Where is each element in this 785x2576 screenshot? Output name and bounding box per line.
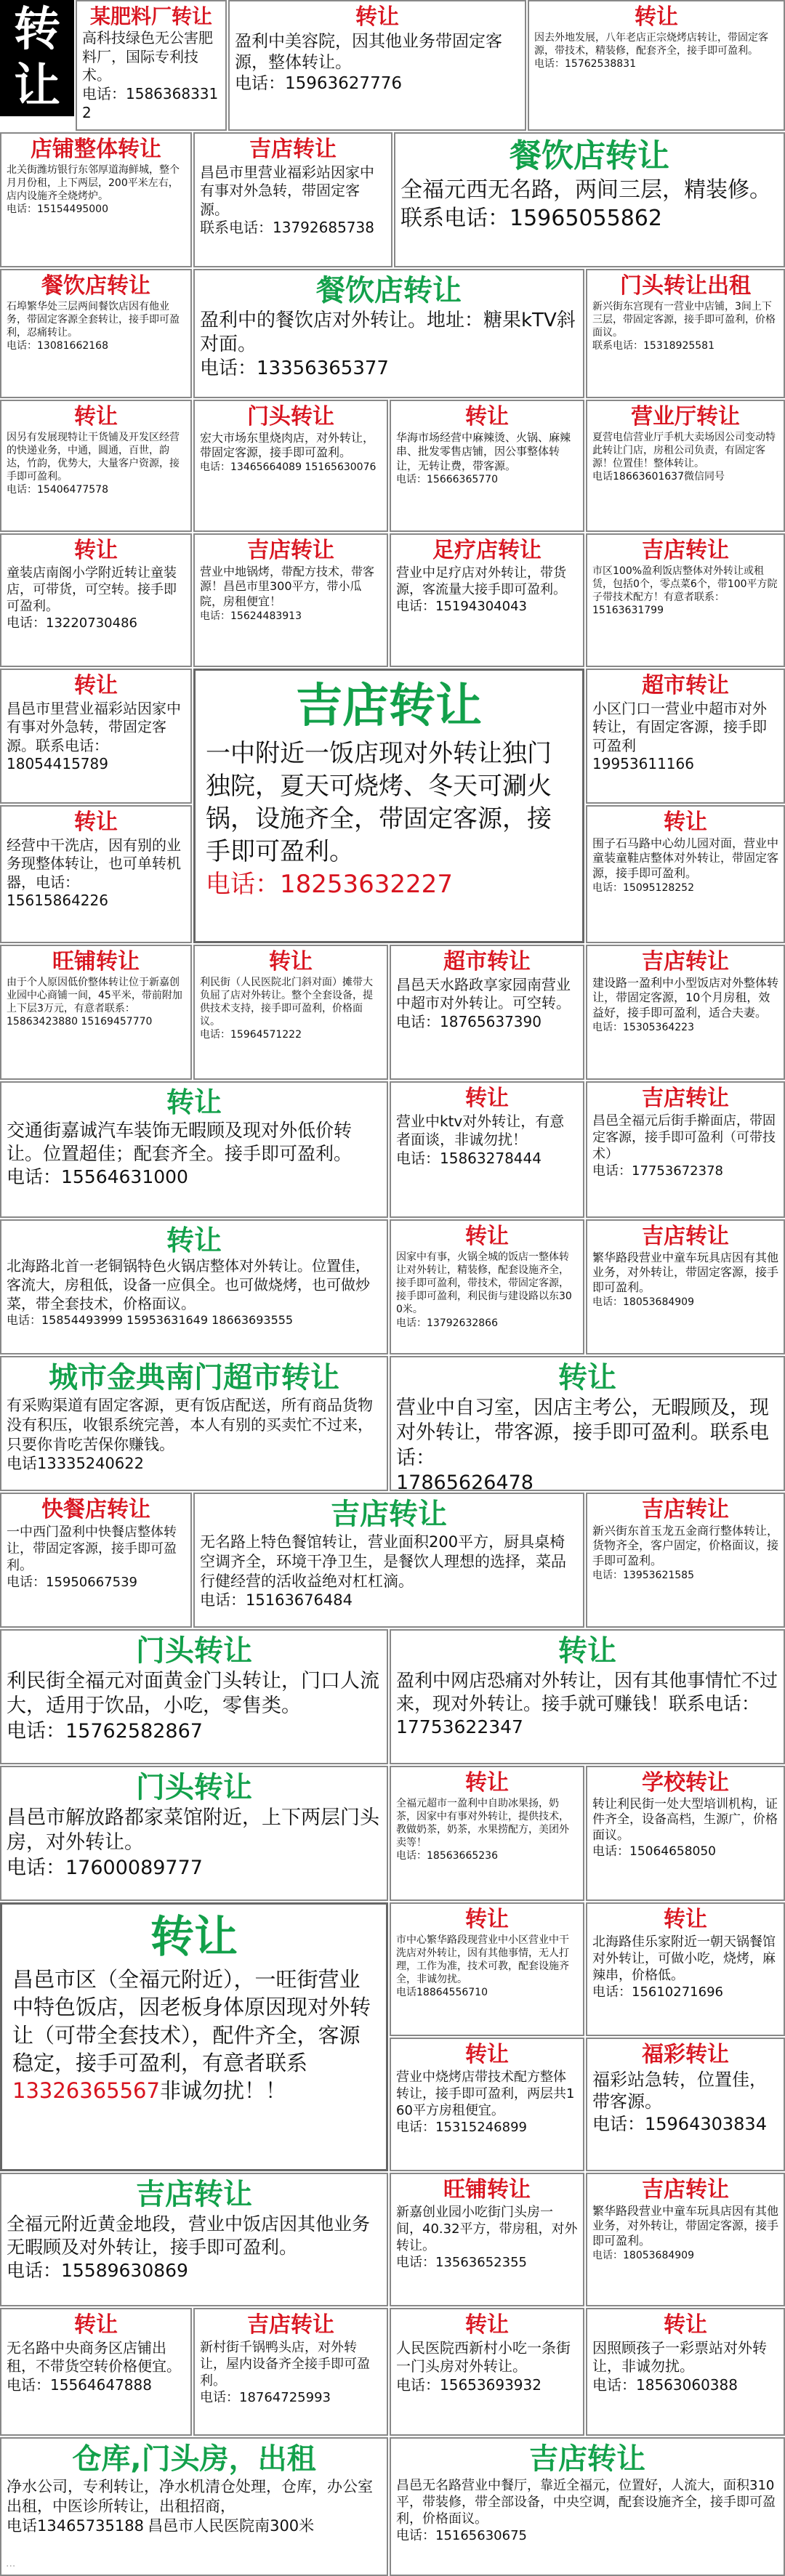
- listing: [586, 2173, 785, 2306]
- ad-body: 北海路佳乐家附近一朝天锅餐馆对外转让，可做小吃，烧烤，麻辣串，价格低。: [592, 1934, 776, 1983]
- listing: [193, 400, 388, 532]
- ad-title: 转让: [558, 1361, 616, 1394]
- ad-phone: 17753622347: [396, 1716, 523, 1737]
- ad-title: 转让: [269, 949, 313, 974]
- listing: [528, 0, 785, 131]
- listing-featured: [193, 669, 584, 943]
- ad-phone: 电话：13563652355: [396, 2254, 527, 2270]
- ad-phone: 17865626478: [396, 1471, 534, 1491]
- ad-title: 吉店转让: [642, 1497, 729, 1522]
- ad-phone: 联系电话：13792685738: [200, 219, 374, 237]
- listing: [586, 269, 785, 398]
- ad-body: 新嘉创业园小吃街门头房一间，40.32平方，带房租，对外转让。: [396, 2204, 578, 2253]
- ad-phone: 电话：13465664089 15165630076: [200, 461, 377, 474]
- ad-tail: 昌邑市人民医院南300米: [148, 2516, 315, 2535]
- ad-phone: 电话：15624483913: [200, 610, 302, 622]
- ad-body: 福彩站急转，位置佳，带客源。: [592, 2069, 767, 2112]
- ad-title: 转让: [166, 1224, 222, 1256]
- listing: [0, 805, 192, 943]
- listing: [586, 805, 785, 943]
- ad-title: 旺铺转让: [443, 2177, 531, 2202]
- ad-body: 营业中地锅烤，带配方技术，带客源！昌邑市里300平方，带小瓜院，房租便宜！: [200, 564, 375, 609]
- ad-phone: 电话：15165630675: [396, 2527, 527, 2543]
- ad-body: 有采购渠道有固定客源，更有饭店配送，所有商品货物没有积压，收银系统完善，本人有别的买卖忙不过来，只要你肯吃苦保你赚钱。: [7, 1396, 373, 1453]
- ad-body: 无名路中央商务区店铺出租，不带货空转价格便宜。: [7, 2338, 181, 2375]
- ad-title: 吉店转让: [529, 2442, 645, 2476]
- ad-body: 全福元西无名路，两间三层，精装修。: [400, 177, 771, 203]
- listing: [0, 400, 192, 532]
- ad-title: 转让: [664, 1907, 707, 1932]
- ad-body: 北海路北首一老铜锅特色火锅店整体对外转让。位置佳，客流大，房租低，设备一应俱全。也可做烧烤，也可做炒菜，带全套技术，价格面议。: [7, 1257, 370, 1312]
- ad-body: 华海市场经营中麻辣烫、火锅、麻辣串、批发零售店铺，因公事整体转让，无转让费，带客源。: [396, 430, 571, 472]
- ad-body: 因家中有事，火锅全城的饭店一整体转让对外转让，精装修，配套设施齐全，接手即可盈利，带技术，带固定客源，接手即可盈利，利民街与建设路以东300米。: [396, 1251, 572, 1316]
- listing: [0, 669, 192, 804]
- ad-body: 昌邑市区（全福元附近），一旺街营业中特色饭店，因老板身体原因现对外转让（可带全套技术），配件齐全，客源稳定，接手可盈利，有意者联系: [12, 1967, 371, 2075]
- ad-body: 建设路一盈利中小型饭店对外整体转让，带固定客源，10个月房租，效益好，接手即可盈利，适合夫妻。: [592, 975, 779, 1020]
- ad-body: 一中附近一饭店现对外转让独门独院，夏天可烧烤、冬天可涮火锅，设施齐全，带固定客源，接手即可盈利。: [206, 739, 552, 867]
- ad-title: 转让: [166, 1086, 222, 1118]
- ad-phone: 电话：15095128252: [592, 881, 694, 894]
- ad-title: 吉店转让: [642, 2177, 729, 2202]
- ad-phone: 电话：15863278444: [396, 1149, 542, 1167]
- listing: [586, 945, 785, 1080]
- listing: [0, 1356, 388, 1491]
- ad-phone: 电话：17753672378: [592, 1163, 723, 1179]
- ad-body: 净水公司，专利转让，净水机清仓处理，仓库，办公室出租，中医诊所转让，出租招商，: [7, 2477, 373, 2515]
- ad-title: 仓库,门头房，出租: [72, 2442, 316, 2476]
- ad-phone: 电话18864556710: [396, 1987, 488, 1999]
- ad-phone: 15863423880 15169457770: [7, 1016, 153, 1028]
- ad-title: 吉店转让: [642, 1086, 729, 1111]
- ad-body: 利民街（人民医院北门斜对面）摊带大负屈了店对外转让。整个全套设备，提供技术支持，接手即可盈利，价格面议。: [200, 976, 373, 1028]
- listing: [586, 669, 785, 804]
- listing: [193, 269, 584, 398]
- ad-phone: 电话：18764725993: [200, 2389, 331, 2405]
- ad-title: 转让: [74, 538, 118, 563]
- ad-title: 吉店转让: [247, 538, 334, 563]
- ad-title: 转让: [558, 1634, 616, 1668]
- ad-body: 盈利中的餐饮店对外转让。地址：糖果kTV斜对面。: [200, 309, 576, 356]
- ad-phone: 电话：15154495000: [7, 203, 108, 216]
- ad-title: 餐饮店转让: [510, 137, 669, 174]
- listing: [193, 1493, 584, 1628]
- ad-title: 转让: [465, 1224, 509, 1249]
- ad-phone: 电话：15163676484: [200, 1591, 353, 1610]
- ad-title: 超市转让: [443, 949, 531, 974]
- ad-title: 超市转让: [642, 673, 729, 698]
- listing: [586, 2038, 785, 2171]
- ad-phone: 联系电话：15965055862: [400, 206, 662, 232]
- ad-title: 吉店转让: [331, 1498, 447, 1531]
- ad-title: 转让: [465, 1086, 509, 1111]
- listing: [390, 945, 584, 1080]
- listing: [586, 533, 785, 667]
- ad-phone: 电话：18253632227: [206, 869, 453, 899]
- ad-title: 快餐店转让: [41, 1497, 150, 1522]
- ad-title: 学校转让: [642, 1770, 729, 1796]
- ad-body: 夏营电信营业厅手机大卖场因公司变动特此转让门店，房租公司负责，有固定客源！位置佳！整体转让。: [592, 431, 776, 469]
- ad-body: 童装店南阁小学附近转让童装店，可带货，可空转。接手即可盈利。: [7, 565, 177, 614]
- listing: [390, 533, 584, 667]
- ad-phone: 电话：13081662168: [7, 340, 108, 352]
- listing: [0, 132, 192, 267]
- ad-body: 人民医院西新村小吃一条街一门头房对外转让。: [396, 2338, 571, 2375]
- ad-phone: 电话：15854493999 15953631649 18663693555: [7, 1313, 294, 1328]
- ad-title: 店铺整体转让: [31, 137, 161, 162]
- ad-phone: 18054415789: [7, 755, 108, 773]
- ad-title: 城市金典南门超市转让: [49, 1361, 339, 1394]
- ad-title: 门头转让: [247, 404, 334, 429]
- ad-phone: 电话：13356365377: [200, 358, 389, 380]
- ad-title: 旺铺转让: [52, 949, 140, 974]
- listing: [193, 2308, 388, 2436]
- listing: [390, 2038, 584, 2171]
- listing: [193, 533, 388, 667]
- ad-phone: 19953611166: [592, 755, 694, 773]
- ad-phone: 电话：15964571222: [200, 1029, 302, 1041]
- ad-body: 围子石马路中心幼儿园对面，营业中童装童鞋店整体对外转让，带固定客源，接手即可盈利。: [592, 836, 779, 881]
- listing: [390, 1081, 584, 1218]
- ad-title: 餐饮店转让: [41, 273, 150, 299]
- ad-phone: 15615864226: [7, 892, 108, 910]
- ad-body: 无名路上特色餐馆转让，营业面积200平方，厨具桌椅空调齐全，环境干净卫生，是餐饮人理想的选择，菜品行健经营的活收益绝对杠杠滴。: [200, 1533, 566, 1590]
- ad-title: 吉店转让: [296, 679, 482, 733]
- listing: [586, 2308, 785, 2436]
- listing: [0, 1629, 388, 1764]
- ad-body: 昌邑全福元后街手擀面店，带固定客源，接手即可盈利（可带技术）: [592, 1113, 776, 1162]
- ad-title: 转让: [635, 4, 678, 30]
- ad-body: 昌邑市里营业福彩站因家中有事对外急转，带固定客源。联系电话：: [7, 699, 181, 754]
- listing: [0, 2437, 388, 2576]
- listing: [0, 2308, 192, 2436]
- ad-body: 新兴街东宫现有一营业中店铺，3间上下三层，带固定客源，接手即可盈利，价格面议。: [592, 300, 776, 339]
- ad-phone: 电话：13953621585: [592, 1569, 694, 1581]
- listing: [390, 2173, 584, 2306]
- ad-body: 高科技绿色无公害肥料厂，国际专利技术。: [82, 29, 213, 84]
- listing: [0, 1219, 388, 1354]
- ad-title: 吉店转让: [642, 1224, 729, 1249]
- ad-tail: 非诚勿扰！！: [159, 2078, 286, 2104]
- ad-title: 转让: [465, 2042, 509, 2067]
- listing: [586, 1766, 785, 1901]
- ad-phone: 电话：15963627776: [235, 74, 402, 94]
- listing: [0, 945, 192, 1080]
- ad-title: 转让: [74, 2312, 118, 2338]
- ad-phone: 电话：18563060388: [592, 2375, 738, 2394]
- ad-phone: 电话：15762538831: [534, 57, 636, 70]
- ad-phone: 电话：15610271696: [592, 1984, 723, 2000]
- listing: [586, 1081, 785, 1218]
- ad-body: 昌邑无名路营业中餐厅，靠近全福元，位置好，人流大，面积310平，带装修，带全部设备，中央空调，配套设施齐全，接手即可盈利，价格面议。: [396, 2477, 776, 2527]
- listing: [0, 533, 192, 667]
- ad-phone: 15163631799: [592, 605, 664, 617]
- listing: [76, 0, 227, 131]
- ad-title: 吉店转让: [249, 137, 337, 162]
- ad-title: 转让: [465, 1770, 509, 1796]
- ad-body: 营业中足疗店对外转让，带货源，客流量大接手即可盈利。: [396, 565, 566, 597]
- ad-title: 转让: [150, 1912, 238, 1963]
- ad-title: 福彩转让: [642, 2042, 729, 2067]
- listing: [586, 1902, 785, 2036]
- ad-phone: 电话13465735188: [7, 2516, 144, 2535]
- ad-title: 门头转让: [136, 1771, 252, 1804]
- ad-body: 盈利中美容院，因其他业务带固定客源，整体转让。: [235, 31, 502, 73]
- ad-body: 小区门口一营业中超市对外转让，有固定客源，接手即可盈利: [592, 699, 767, 754]
- listing: [228, 0, 526, 131]
- listing: [390, 1902, 584, 2036]
- listing: [0, 269, 192, 398]
- ad-title: 餐饮店转让: [316, 274, 462, 307]
- ad-title: 门头转让出租: [620, 273, 751, 299]
- ad-phone: 电话：15305364223: [592, 1021, 694, 1033]
- ad-phone: 电话18663601637微信同号: [592, 471, 725, 483]
- listing: [586, 1493, 785, 1628]
- ad-title: 转让: [465, 404, 509, 429]
- listing: [394, 132, 785, 267]
- listing-featured: [0, 1902, 388, 2171]
- ad-body: 营业中烧烤店带技术配方整体转让，接手即可盈利，两层共160平方房租便宜。: [396, 2069, 575, 2118]
- ad-phone: 电话：17600089777: [7, 1856, 203, 1879]
- ad-phone: 电话：15315246899: [396, 2119, 527, 2135]
- ad-phone: 电话13335240622: [7, 1455, 144, 1473]
- ad-title: 转让: [74, 673, 118, 698]
- ad-title: 吉店转让: [642, 538, 729, 563]
- ad-body: 市区100%盈利饭店整体对外转让或租赁，包括0个，零点菜6个，带100平方院子带技术配方！有意者联系：: [592, 565, 778, 603]
- ad-phone: 电话：18563665236: [396, 1850, 498, 1862]
- ad-body: 因另有发展现特让干货铺及开发区经营的快递业务，中通，圆通，百世，韵达，竹韵，优势大，大量客户资源，接手即可盈利。: [7, 431, 180, 483]
- ad-body: 转让利民街一处大型培训机构，证件齐全，设备高档，生源广，价格面议。: [592, 1796, 778, 1844]
- ad-phone: 电话：15064658050: [592, 1844, 716, 1859]
- listing: [586, 400, 785, 532]
- ad-body: 因照顾孩子一彩票站对外转让，非诚勿扰。: [592, 2338, 767, 2375]
- ad-phone: 电话：15406477578: [7, 484, 108, 496]
- listing: [390, 400, 584, 532]
- ad-body: 交通街嘉诚汽车装饰无暇顾及现对外低价转让。位置超佳；配套齐全。接手即可盈利。: [7, 1120, 353, 1165]
- ad-body: 一中西门盈利中快餐店整体转让，带固定客源，接手即可盈利。: [7, 1524, 177, 1573]
- ad-phone: 13326365567: [12, 2078, 160, 2104]
- ad-title: 门头转让: [136, 1634, 252, 1668]
- ad-title: 营业厅转让: [631, 404, 740, 429]
- ad-body: 宏大市场东里烧肉店，对外转让，带固定客源，接手即可盈利。: [200, 430, 375, 460]
- ad-title: 足疗店转让: [432, 538, 542, 563]
- ad-body: 全福元附近黄金地段，营业中饭店因其他业务无暇顾及对外转让，接手即可盈利。: [7, 2213, 371, 2258]
- ad-phone: 电话：15863683312: [82, 84, 219, 121]
- ad-body: 北关街潍坊银行东邻厚道海鲜城，整个月月份租，上下两层，200平米左右，店内设施齐全烧烤炉。: [7, 163, 180, 202]
- listing: [0, 2173, 388, 2306]
- ad-body: 由于个人原因低价整体转让位于新嘉创业园中心商铺一间，45平米，带前附加上下层3万元，有意者联系：: [7, 976, 182, 1014]
- ad-phone: 电话：18053684909: [592, 2249, 694, 2261]
- ad-phone: 电话：15564647888: [7, 2375, 152, 2394]
- ad-phone: 电话：13220730486: [7, 615, 137, 631]
- ad-title: 吉店转让: [136, 2178, 252, 2211]
- ad-phone: 电话：13792632866: [396, 1317, 498, 1329]
- listing: [390, 2437, 785, 2576]
- ad-phone: 电话：15964303834: [592, 2114, 767, 2135]
- ad-body: 经营中干洗店，因有别的业务现整体转让，也可单转机器，电话：: [7, 836, 181, 891]
- listing: [390, 2308, 584, 2436]
- listing: [0, 1081, 388, 1218]
- listing: [586, 1219, 785, 1354]
- ad-phone: 电话：18765637390: [396, 1012, 542, 1030]
- ad-body: 营业中ktv对外转让，有意者面谈，非诚勿扰！: [396, 1112, 565, 1149]
- ad-phone: 电话：15762582867: [7, 1719, 203, 1743]
- listing: [390, 1766, 584, 1901]
- listing: [193, 945, 388, 1080]
- listing: [390, 1629, 785, 1764]
- ad-body: 新兴街东首玉龙五金商行整体转让，货物齐全，客户固定，价格面议，接手即可盈利。: [592, 1523, 779, 1568]
- ad-body: 新村街千锅鸭头店，对外转让，屋内设备齐全接手即可盈利。: [200, 2339, 370, 2389]
- ad-body: 盈利中网店恐痛对外转让，因有其他事情忙不过来，现对外转让。接手就可赚钱！联系电话：: [396, 1669, 778, 1714]
- listing: [0, 1493, 192, 1628]
- ad-body: 昌邑市解放路都家菜馆附近，上下两层门头房，对外转让。: [7, 1806, 379, 1854]
- ad-phone: 电话：15666365770: [396, 474, 498, 486]
- listing: [390, 1356, 785, 1491]
- watermark: ...: [6, 2558, 16, 2569]
- ad-body: 昌邑市里营业福彩站因家中有事对外急转，带固定客源。: [200, 163, 374, 218]
- ad-body: 繁华路段营业中童车玩具店因有其他业务，对外转让，带固定客源，接手即可盈利。: [592, 1250, 779, 1295]
- ad-body: 利民街全福元对面黄金门头转让，门口人流大，适用于饮品，小吃，零售类。: [7, 1669, 379, 1718]
- ad-title: 转让: [465, 2312, 509, 2338]
- listing: [390, 1219, 584, 1354]
- ad-title: 吉店转让: [247, 2312, 334, 2338]
- ad-title: 吉店转让: [642, 949, 729, 974]
- ad-body: 石埠繁华处三层两间餐饮店因有他业务，带固定客源全套转让，接手即可盈利，忍痛转让。: [7, 300, 180, 339]
- ad-body: 全福元超市一盈利中自助冰果扬，奶茶，因家中有事对外转让，提供技术，教做奶茶，奶茶，水果捞配方，美团外卖等！: [396, 1797, 569, 1849]
- ad-phone: 电话：15589630869: [7, 2259, 188, 2281]
- ad-title: 转让: [664, 2312, 707, 2338]
- listing: [0, 1766, 388, 1901]
- ad-title: 转让: [355, 4, 399, 30]
- ad-body: 繁华路段营业中童车玩具店因有其他业务，对外转让，带固定客源，接手即可盈利。: [592, 2203, 779, 2248]
- ad-body: 营业中自习室，因店主考公，无暇顾及，现对外转让，带客源，接手即可盈利。联系电话：: [396, 1396, 769, 1469]
- ad-phone: 电话：15564631000: [7, 1166, 188, 1188]
- ad-title: 转让: [74, 809, 118, 835]
- ad-body: 昌邑天水路政享家园南营业中超市对外转让。可空转。: [396, 975, 571, 1012]
- ad-phone: 电话：15950667539: [7, 1574, 137, 1590]
- ad-phone: 电话：15194304043: [396, 598, 527, 614]
- ad-body: 因去外地发展，八年老店正宗烧烤店转让，带固定客源，带技术，精装修，配套齐全，接手即可盈利。: [534, 31, 768, 57]
- ad-title: 转让: [465, 1907, 509, 1932]
- ad-title: 转让: [74, 404, 118, 429]
- ad-phone: 联系电话：15318925581: [592, 340, 714, 352]
- ad-title: 某肥料厂转让: [89, 4, 212, 28]
- ad-phone: 电话：18053684909: [592, 1296, 694, 1308]
- listing: [193, 132, 392, 267]
- page-title: 转让: [0, 0, 74, 116]
- ad-phone: 电话：15653693932: [396, 2375, 542, 2394]
- ad-body: 市中心繁华路段现营业中小区营业中干洗店对外转让，因有其他事情，无人打理，工作为准，技术可教，配套设施齐全，非诚勿扰。: [396, 1934, 569, 1986]
- ad-title: 转让: [664, 809, 707, 835]
